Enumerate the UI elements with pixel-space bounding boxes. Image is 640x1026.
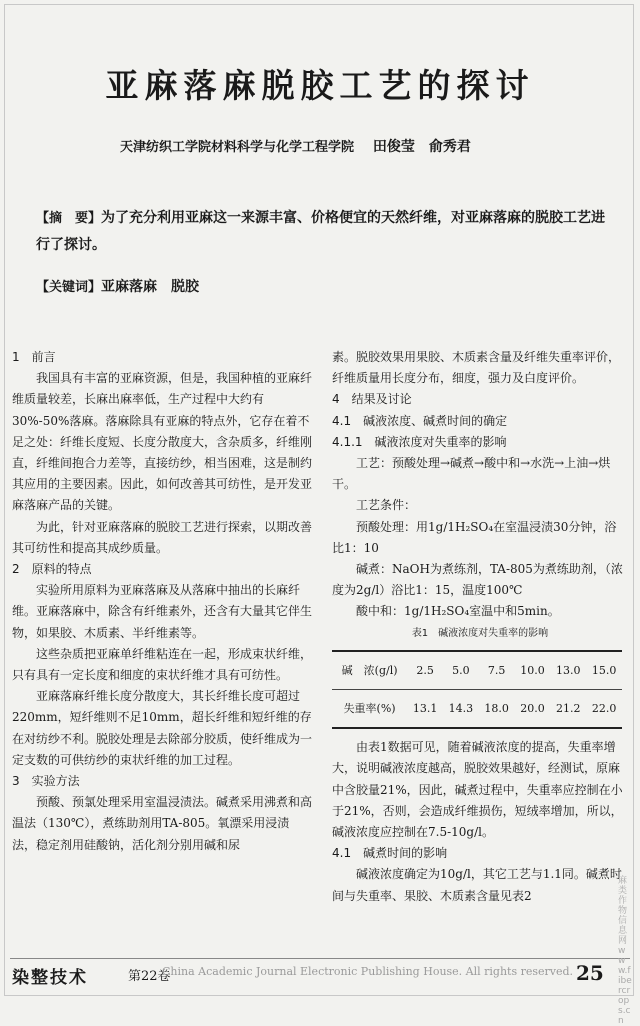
paragraph: 预酸、预氯处理采用室温浸渍法。碱煮采用沸煮和高温法（130℃），煮练助剂用TA-805。氧漂采用浸渍法，稳定剂用硅酸钠，活化剂分别用碱和尿: [12, 795, 313, 852]
publisher-watermark: China Academic Journal Electronic Publishing House. All rights reserved.: [162, 965, 574, 978]
table-cell: 7.5: [479, 651, 515, 690]
paragraph: 碱液浓度确定为10g/l，其它工艺与1.1同。碱煮时间与失重率、果胶、木质素含量见表2: [332, 867, 622, 903]
page-number: 25: [576, 961, 604, 985]
left-column: [12, 347, 312, 856]
table-cell: 10.0: [515, 651, 551, 690]
paper-title: 亚麻落麻脱胶工艺的探讨: [105, 66, 535, 105]
paragraph: 这些杂质把亚麻单纤维粘连在一起，形成束状纤维，只有具有一定长度和细度的束状纤维才具有可纺性。: [12, 646, 313, 683]
table-cell: 13.1: [407, 690, 443, 729]
right-column: [332, 347, 628, 907]
table-cell: 14.3: [443, 690, 479, 729]
section-heading: 4 结果及讨论: [332, 392, 412, 407]
table-cell: 2.5: [407, 651, 443, 690]
paragraph: 实验所用原料为亚麻落麻及从落麻中抽出的长麻纤维。亚麻落麻中，除含有纤维素外，还含有大量其它伴生物，如果胶、木质素、半纤维素等。: [12, 583, 313, 640]
paragraph: 素。脱胶效果用果胶、木质素含量及纤维失重率评价，纤维质量用长度分布，细度，强力及白度评价。: [332, 350, 621, 386]
table-caption: 表1 碱液浓度对失重率的影响: [411, 627, 549, 639]
table-cell: 13.0: [550, 651, 586, 690]
table-cell: 5.0: [443, 651, 479, 690]
section-heading: 3 实验方法: [12, 774, 80, 789]
abstract-text: 为了充分利用亚麻这一来源丰富、价格便宜的天然纤维，对亚麻落麻的脱胶工艺进行了探讨。: [36, 210, 606, 253]
abstract-label: 【摘 要】: [36, 211, 102, 226]
paragraph: 亚麻落麻纤维长度分散度大，其长纤维长度可超过220mm，短纤维则不足10mm，超长纤维和短纤维的存在对纺纱不利。脱胶处理是去除部分胶质，使纤维成为一定支数的可供纺纱的束状纤维的加工过程。: [12, 689, 313, 767]
keywords-text: 亚麻落麻 脱胶: [101, 279, 200, 295]
table-row: [332, 690, 622, 729]
paragraph: 碱煮：NaOH为煮练剂，TA-805为煮练助剂，（浓度为2g/l）浴比1：15，温度100℃: [332, 562, 623, 598]
table-row: [332, 651, 622, 690]
section-heading: 1 前言: [12, 350, 56, 364]
abstract: [36, 205, 614, 258]
journal-name: 染整技术: [12, 968, 88, 988]
paragraph: 酸中和：1g/1H₂SO₄室温中和5min。: [356, 604, 560, 619]
table-row-label: 碱 浓(g/l): [332, 651, 407, 690]
keywords-label: 【关键词】: [36, 280, 102, 295]
paragraph: 为此，针对亚麻落麻的脱胶工艺进行探索，以期改善其可纺性和提高其成纱质量。: [12, 519, 313, 555]
section-heading: 2 原料的特点: [12, 562, 92, 577]
affiliation: 天津纺织工学院材料科学与化学工程学院: [120, 140, 355, 155]
paragraph: 工艺：预酸处理→碱煮→酸中和→水洗→上油→烘干。: [332, 456, 611, 492]
data-table: [332, 650, 622, 729]
table-row-label: 失重率(%): [332, 690, 407, 729]
table-cell: 21.2: [550, 690, 586, 729]
paragraph: 工艺条件：: [356, 498, 417, 513]
author-names: 田俊莹 俞秀君: [372, 139, 471, 155]
volume: 第22卷: [128, 969, 171, 984]
section-heading: 4.1 碱煮时间的影响: [332, 846, 448, 861]
section-heading: 4.1.1 碱液浓度对失重率的影响: [332, 434, 507, 449]
paragraph: 预酸处理：用1g/1H₂SO₄在室温浸渍30分钟，浴比1：10: [332, 519, 617, 555]
side-watermark: 麻类作物信息网 www.fibercrops.cn: [618, 876, 632, 1026]
table-cell: 15.0: [586, 651, 622, 690]
author-line: [120, 136, 600, 156]
paragraph: 由表1数据可见，随着碱液浓度的提高，失重率增大，说明碱液浓度越高，脱胶效果越好，经测试，原麻中含胶量21%，因此，碱煮过程中，失重率应控制在小于21%，否则，会造成纤维损伤，短绒率增加，所以，碱液浓度应控制在7.5-10g/l。: [332, 740, 623, 840]
paragraph: 我国具有丰富的亚麻资源，但是，我国种植的亚麻纤维质量较差，长麻出麻率低，生产过程中大约有30%-50%落麻。落麻除具有亚麻的特点外，它存在着不足之处：纤维长度短、长度分散度大，含杂质多，纤维刚直，纤维间抱合力差等，直接纺纱，相当困难，这是制约其应用的主要因素。因此，如何改善其可纺性，是开发亚麻落麻产品的关键。: [12, 371, 313, 513]
page-footer: [10, 958, 630, 987]
table-cell: 22.0: [586, 690, 622, 729]
keywords: [36, 276, 199, 296]
section-heading: 4.1 碱液浓度、碱煮时间的确定: [332, 413, 508, 428]
table-cell: 18.0: [479, 690, 515, 729]
table-cell: 20.0: [515, 690, 551, 729]
